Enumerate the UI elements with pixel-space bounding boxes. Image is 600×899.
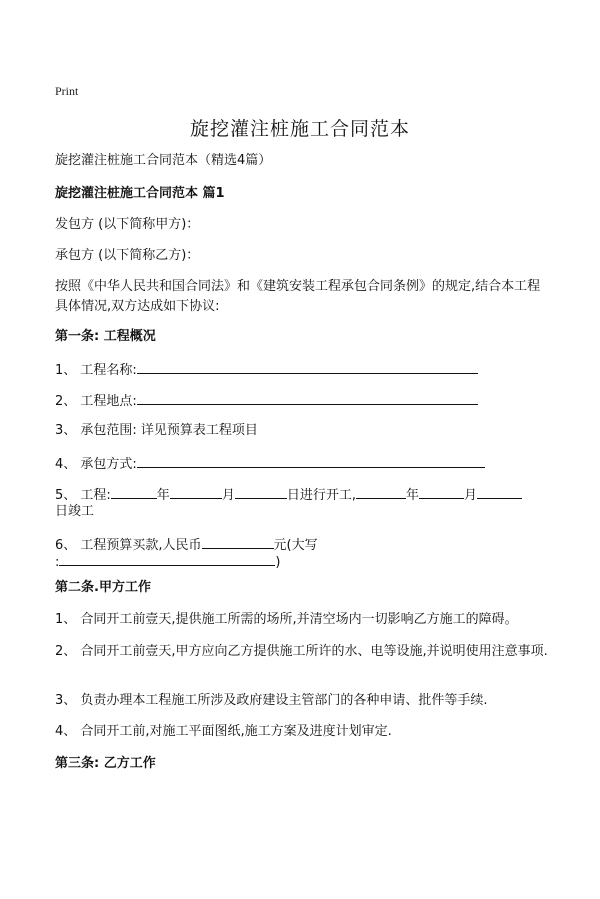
party-b-line: 承包方 (以下简称乙方)： (55, 248, 200, 263)
print-link[interactable]: Print (55, 84, 79, 98)
section-2-heading: 第二条.甲方工作 (55, 580, 151, 595)
section-2-item-4: 4、 合同开工前,对施工平面图纸,施工方案及进度计划审定. (55, 724, 392, 739)
fill-blank-contract-method (137, 453, 485, 468)
section-2-item-1: 1、 合同开工前壹天,提供施工所需的场所,并清空场内一切影响乙方施工的障碍。 (55, 612, 518, 627)
amount-words-label: 元(大写 (273, 538, 318, 553)
item-label: 2、 工程地点: (55, 394, 137, 409)
section-3-heading: 第三条: 乙方工作 (55, 756, 156, 771)
start-day-label: 日进行开工, (286, 488, 356, 503)
preamble-paragraph: 按照《中华人民共和国合同法》和《建筑安装工程承包合同条例》的规定,结合本工程具体情况,双方达成如下协议: (55, 279, 541, 314)
document-title: 旋挖灌注桩施工合同范本 (189, 118, 410, 140)
item-label: 5、 工程: (55, 488, 111, 503)
section-2-item-2: 2、 合同开工前壹天,甲方应向乙方提供施工所许的水、电等设施,并说明使用注意事项. (55, 644, 548, 659)
item-label: 4、 承包方式: (55, 457, 137, 472)
fill-blank-start-day (235, 484, 287, 499)
section-1-item-1 (55, 359, 550, 381)
month-label: 月 (463, 488, 477, 503)
fill-blank-amount-words (59, 551, 275, 566)
fill-blank-project-location (137, 390, 478, 405)
fill-blank-end-day (477, 484, 522, 499)
section-1-heading: 第一条: 工程概况 (55, 329, 156, 344)
document-subtitle: 旋挖灌注桩施工合同范本（精选4篇） (55, 153, 272, 168)
year-label: 年 (156, 488, 170, 503)
fill-blank-start-month (170, 484, 222, 499)
fill-blank-end-month (419, 484, 464, 499)
section-1-item-4 (55, 453, 550, 475)
section-1-item-3: 3、 承包范围: 详见预算表工程项目 (55, 423, 258, 438)
colon-mark: : (55, 555, 60, 570)
closing-paren: ) (275, 555, 281, 570)
section-1-item-6-continued (55, 551, 550, 573)
party-a-line: 发包方 (以下简称甲方)： (55, 217, 200, 232)
section-1-item-2 (55, 390, 550, 412)
section-1-item-5-continued: 日竣工 (55, 504, 95, 519)
item-label: 6、 工程预算买款,人民币 (55, 538, 202, 553)
month-label: 月 (221, 488, 235, 503)
fill-blank-start-year (111, 484, 157, 499)
year-label: 年 (405, 488, 419, 503)
article-heading: 旋挖灌注桩施工合同范本 篇1 (55, 186, 225, 201)
fill-blank-amount (202, 534, 274, 549)
section-2-item-3: 3、 负责办理本工程施工所涉及政府建设主管部门的各种申请、批件等手续. (55, 693, 488, 708)
fill-blank-project-name (137, 359, 478, 374)
fill-blank-end-year (356, 484, 406, 499)
item-label: 1、 工程名称: (55, 363, 137, 378)
